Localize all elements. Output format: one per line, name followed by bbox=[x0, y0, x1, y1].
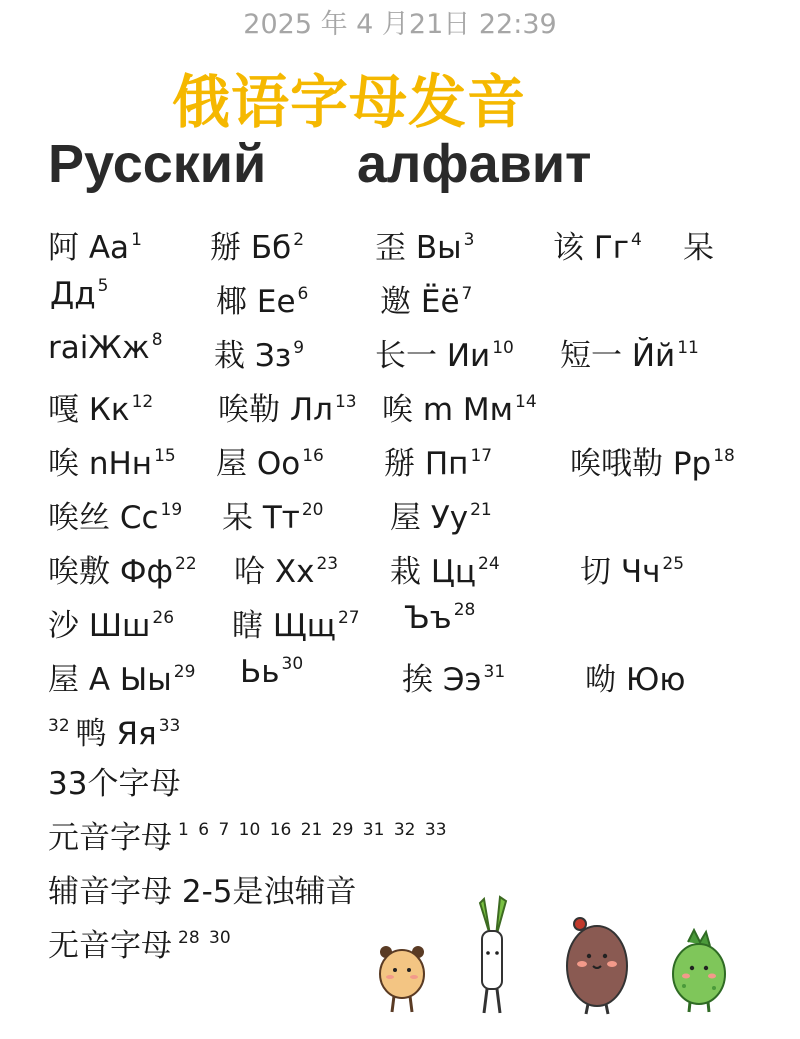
letter-entry bbox=[404, 600, 475, 636]
letter-entry bbox=[48, 708, 180, 753]
letter-entry bbox=[210, 222, 304, 267]
letter-entry-text: 屋 Оо bbox=[216, 446, 301, 482]
letter-entry-number: 7 bbox=[461, 284, 473, 304]
letter-entry-number: 9 bbox=[293, 338, 305, 358]
letter-entry-text: 栽 Цц bbox=[390, 554, 477, 590]
note-line-text: 33个字母 bbox=[48, 766, 181, 802]
letter-entry bbox=[240, 654, 303, 690]
russian-title-word-2: алфавит bbox=[357, 134, 592, 194]
letter-entry bbox=[380, 276, 472, 321]
letter-entry-text: 唉敷 Фф bbox=[48, 554, 174, 590]
letter-entry-text: 哈 Хх bbox=[234, 554, 315, 590]
letter-entry bbox=[232, 600, 360, 645]
letter-entry-number: 10 bbox=[492, 338, 514, 358]
letter-entry-number: 29 bbox=[173, 662, 196, 682]
letter-entry-text: 切 Чч bbox=[580, 554, 661, 590]
letter-entry-text: 屋 Уу bbox=[390, 500, 469, 536]
letter-entry-prefix-number: 32 bbox=[48, 716, 70, 736]
note-line-number: 28 30 bbox=[178, 928, 231, 948]
note-line bbox=[48, 758, 180, 803]
letter-entry-number: 19 bbox=[160, 500, 183, 520]
letter-entry-text: 鸭 Яя bbox=[75, 716, 157, 752]
letter-entry bbox=[382, 384, 537, 429]
letter-entry-text: 唉哦勒 Рр bbox=[570, 446, 712, 482]
note-line-text: 元音字母 bbox=[48, 820, 172, 856]
letter-entry bbox=[234, 546, 338, 591]
letter-entry-number: 16 bbox=[302, 446, 324, 466]
letter-entry-text: raiЖж bbox=[48, 330, 150, 366]
letter-entry bbox=[570, 438, 735, 483]
letter-entry-number: 33 bbox=[158, 716, 181, 736]
letter-entry-text: 邀 Ёё bbox=[380, 284, 460, 320]
letter-entry-text: 唉丝 Сс bbox=[48, 500, 159, 536]
chinese-title: 俄语字母发音 bbox=[172, 68, 527, 136]
brown-bear-character-icon bbox=[560, 912, 635, 1017]
note-line bbox=[48, 866, 357, 911]
letter-entry-text: 屋 A Ыы bbox=[48, 662, 172, 698]
letter-entry-number: 28 bbox=[453, 600, 476, 620]
green-dinosaur-character-icon bbox=[668, 928, 730, 1016]
note-line-text: 辅音字母 2-5是浊辅音 bbox=[48, 874, 357, 910]
note-line-text: 无音字母 bbox=[48, 928, 172, 964]
letter-entry-text: Ьь bbox=[240, 654, 280, 690]
letter-entry-text: 呆 bbox=[683, 230, 714, 266]
letter-entry-number: 31 bbox=[483, 662, 506, 682]
letter-entry-text: 短一 Йй bbox=[560, 338, 676, 374]
letter-entry bbox=[222, 492, 324, 537]
letter-entry bbox=[216, 438, 324, 483]
letter-entry-number: 8 bbox=[151, 330, 163, 350]
letter-entry-text: 瞎 Щщ bbox=[232, 608, 336, 644]
letter-entry-text: 歪 Вы bbox=[375, 230, 462, 266]
letter-entry bbox=[560, 330, 699, 375]
letter-entry-text: Дд bbox=[50, 276, 96, 312]
letter-entry-text: 长一 Ии bbox=[375, 338, 491, 374]
note-line bbox=[48, 812, 447, 857]
letter-entry bbox=[48, 492, 182, 537]
note-line bbox=[48, 920, 231, 965]
letter-entry bbox=[50, 276, 108, 312]
letter-entry-number: 26 bbox=[152, 608, 175, 628]
letter-entry-number: 13 bbox=[334, 392, 357, 412]
letter-entry bbox=[48, 330, 163, 366]
letter-entry-number: 4 bbox=[631, 230, 642, 250]
letter-entry-number: 3 bbox=[463, 230, 475, 250]
letter-entry bbox=[48, 654, 195, 699]
letter-entry bbox=[375, 222, 474, 267]
letter-entry-number: 1 bbox=[131, 230, 142, 250]
letter-entry-number: 22 bbox=[175, 554, 197, 574]
letter-entry-text: 掰 Пп bbox=[384, 446, 469, 482]
letter-entry-text: 唉 m Мм bbox=[382, 392, 514, 428]
letter-entry-number: 11 bbox=[677, 338, 699, 358]
russian-title-word-1: Русский bbox=[48, 134, 267, 194]
letter-entry-number: 6 bbox=[297, 284, 309, 304]
letter-entry-number: 15 bbox=[154, 446, 176, 466]
letter-entry-text: Ъъ bbox=[404, 600, 452, 636]
leek-character-icon bbox=[470, 895, 515, 1020]
letter-entry-text: 唉 nНн bbox=[48, 446, 153, 482]
letter-entry-number: 27 bbox=[337, 608, 360, 628]
letter-entry bbox=[585, 654, 685, 699]
letter-entry-number: 23 bbox=[316, 554, 339, 574]
letter-entry bbox=[48, 384, 153, 429]
letter-entry-number: 5 bbox=[97, 276, 109, 296]
letter-entry-number: 21 bbox=[470, 500, 492, 520]
letter-entry bbox=[48, 546, 197, 591]
letter-entry-text: 呆 Тт bbox=[222, 500, 300, 536]
letter-entry bbox=[384, 438, 492, 483]
letter-entry-text: 掰 Бб bbox=[210, 230, 292, 266]
letter-entry-text: 该 Гг bbox=[553, 230, 630, 266]
timestamp: 2025 年 4 月21日 22:39 bbox=[243, 9, 557, 40]
letter-entry bbox=[375, 330, 514, 375]
letter-entry-number: 17 bbox=[470, 446, 493, 466]
letter-entry bbox=[218, 384, 357, 429]
letter-entry-number: 2 bbox=[293, 230, 305, 250]
letter-entry bbox=[214, 330, 304, 375]
letter-entry bbox=[216, 276, 308, 321]
letter-entry-number: 25 bbox=[662, 554, 685, 574]
letter-entry-number: 12 bbox=[131, 392, 154, 412]
letter-entry-text: 阿 Aa bbox=[48, 230, 130, 266]
note-line-number: 1 6 7 10 16 21 29 31 32 33 bbox=[178, 820, 447, 840]
letter-entry bbox=[390, 546, 500, 591]
letter-entry-text: 嘎 Кк bbox=[48, 392, 130, 428]
letter-entry bbox=[390, 492, 492, 537]
letter-entry bbox=[48, 222, 142, 267]
letter-entry bbox=[683, 222, 714, 267]
letter-entry bbox=[553, 222, 642, 267]
letter-entry-text: 唉勒 Лл bbox=[218, 392, 333, 428]
letter-entry bbox=[48, 600, 174, 645]
potato-character-icon bbox=[372, 938, 432, 1018]
letter-entry-number: 20 bbox=[301, 500, 324, 520]
letter-entry bbox=[580, 546, 684, 591]
letter-entry-number: 30 bbox=[281, 654, 304, 674]
letter-entry-text: 栽 Зз bbox=[214, 338, 292, 374]
letter-entry-number: 24 bbox=[478, 554, 500, 574]
letter-entry-text: 椰 Ee bbox=[216, 284, 296, 320]
letter-entry-number: 14 bbox=[515, 392, 537, 412]
letter-entry-number: 18 bbox=[713, 446, 735, 466]
letter-entry bbox=[48, 438, 176, 483]
letter-entry-text: 沙 Шш bbox=[48, 608, 151, 644]
letter-entry bbox=[402, 654, 505, 699]
letter-entry-text: 呦 Юю bbox=[585, 662, 686, 698]
letter-entry-text: 挨 Ээ bbox=[402, 662, 482, 698]
